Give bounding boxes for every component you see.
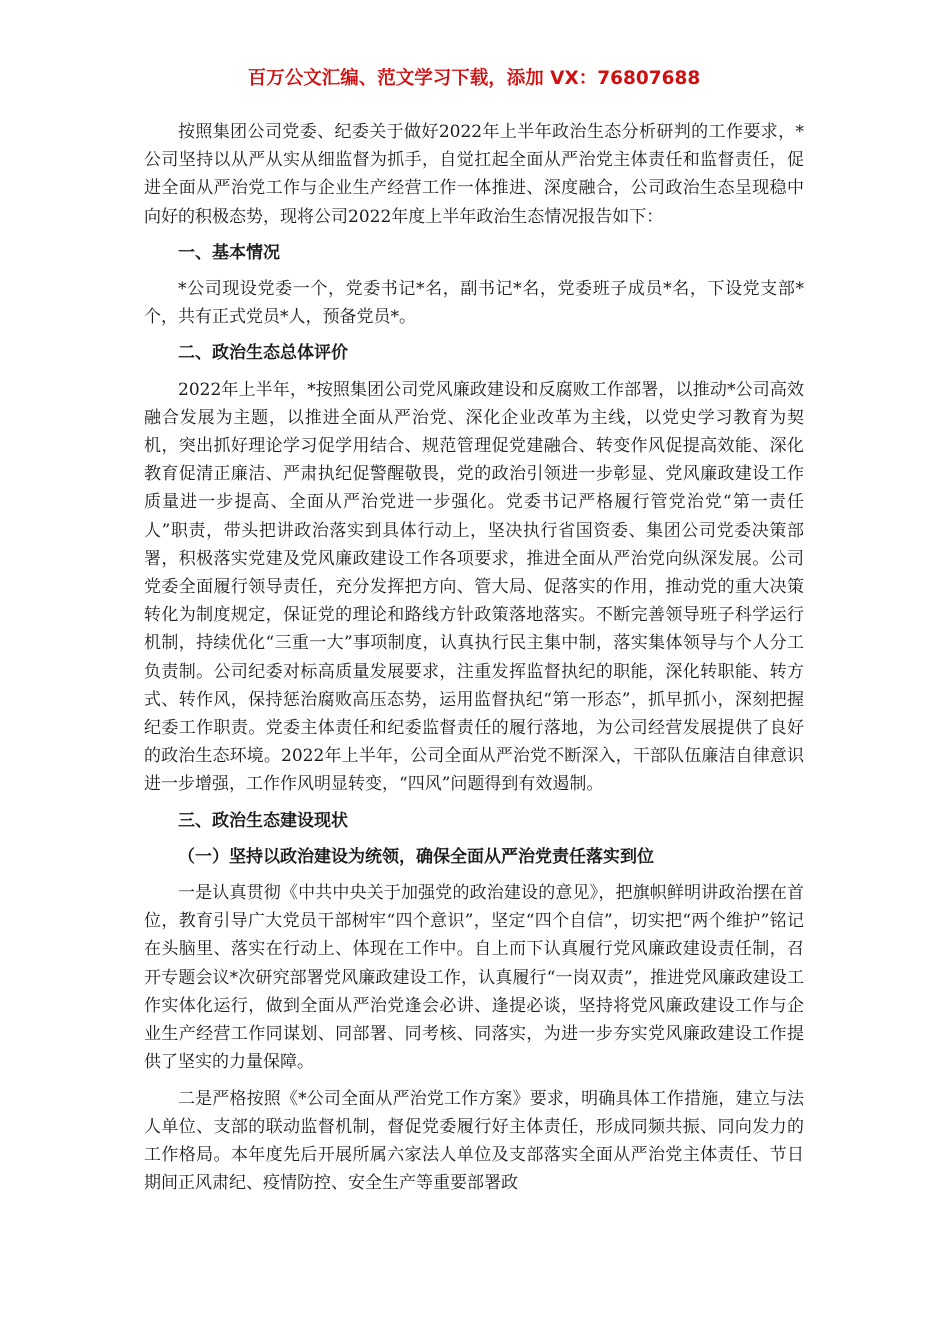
section-heading-current-status: 三、政治生态建设现状 bbox=[178, 810, 348, 831]
overall-evaluation-paragraph: 2022年上半年，*按照集团公司党风廉政建设和反腐败工作部署，以推动*公司高效融合发展为主题，以推进全面从严治党、深化企业改革为主线，以党史学习教育为契机，突出抓好理论学习促学用结合、规范管理促党建融合、转变作风促提高效能、深化教育促清正廉洁、严肃执纪促警醒敬畏，党的政治引领进一步彰显、党风廉政建设工作质量进一步提高、全面从严治党进一步强化。党委书记严格履行管党治党“第一责任人”职责，带头把讲政治落实到具体行动上，坚决执行省国资委、集团公司党委决策部署，积极落实党建及党风廉政建设工作各项要求，推进全面从严治党向纵深发展。公司党委全面履行领导责任，充分发挥把方向、管大局、促落实的作用，推动党的重大决策转化为制度规定，保证党的理论和路线方针政策落地落实。不断完善领导班子科学运行机制，持续优化“三重一大”事项制度，认真执行民主集中制，落实集体领导与个人分工负责制。公司纪委对标高质量发展要求，注重发挥监督执纪的职能，深化转职能、转方式、转作风，保持惩治腐败高压态势，运用监督执纪“第一形态”，抓早抓小，深刻把握纪委工作职责。党委主体责任和纪委监督责任的履行落地，为公司经营发展提供了良好的政治生态环境。2022年上半年，公司全面从严治党不断深入，干部队伍廉洁自律意识进一步增强，工作作风明显转变，“四风”问题得到有效遏制。 bbox=[144, 379, 804, 795]
current-status-paragraph-2: 二是严格按照《*公司全面从严治党工作方案》要求，明确具体工作措施，建立与法人单位、支部的联动监督机制，督促党委履行好主体责任，形成同频共振、同向发力的工作格局。本年度先后开展所属六家法人单位及支部落实全面从严治党主体责任、节日期间正风肃纪、疫情防控、安全生产等重要部署政 bbox=[144, 1088, 804, 1194]
current-status-paragraph-1: 一是认真贯彻《中共中央关于加强党的政治建设的意见》，把旗帜鲜明讲政治摆在首位，教育引导广大党员干部树牢“四个意识”，坚定“四个自信”，切实把“两个维护”铭记在头脑里、落实在行动上、体现在工作中。自上而下认真履行党风廉政建设责任制，召开专题会议*次研究部署党风廉政建设工作，认真履行“一岗双责”，推进党风廉政建设工作实体化运行，做到全面从严治党逢会必讲、逢提必谈，坚持将党风廉政建设工作与企业生产经营工作同谋划、同部署、同考核、同落实，为进一步夯实党风廉政建设工作提供了坚实的力量保障。 bbox=[144, 883, 804, 1073]
basic-info-paragraph: *公司现设党委一个，党委书记*名，副书记*名，党委班子成员*名，下设党支部*个，共有正式党员*人，预备党员*。 bbox=[144, 279, 804, 328]
header-banner: 百万公文汇编、范文学习下载，添加 VX：76807688 bbox=[247, 68, 701, 89]
subsection-heading-political-construction: （一）坚持以政治建设为统领，确保全面从严治党责任落实到位 bbox=[178, 846, 654, 867]
section-heading-overall-evaluation: 二、政治生态总体评价 bbox=[178, 343, 348, 364]
document-page bbox=[144, 62, 804, 1205]
intro-paragraph: 按照集团公司党委、纪委关于做好2022年上半年政治生态分析研判的工作要求，*公司坚持以从严从实从细监督为抓手，自觉扛起全面从严治党主体责任和监督责任，促进全面从严治党工作与企业生产经营工作一体推进、深度融合，公司政治生态呈现稳中向好的积极态势，现将公司2022年度上半年政治生态情况报告如下： bbox=[144, 122, 804, 227]
section-heading-basic-info: 一、基本情况 bbox=[178, 242, 280, 263]
